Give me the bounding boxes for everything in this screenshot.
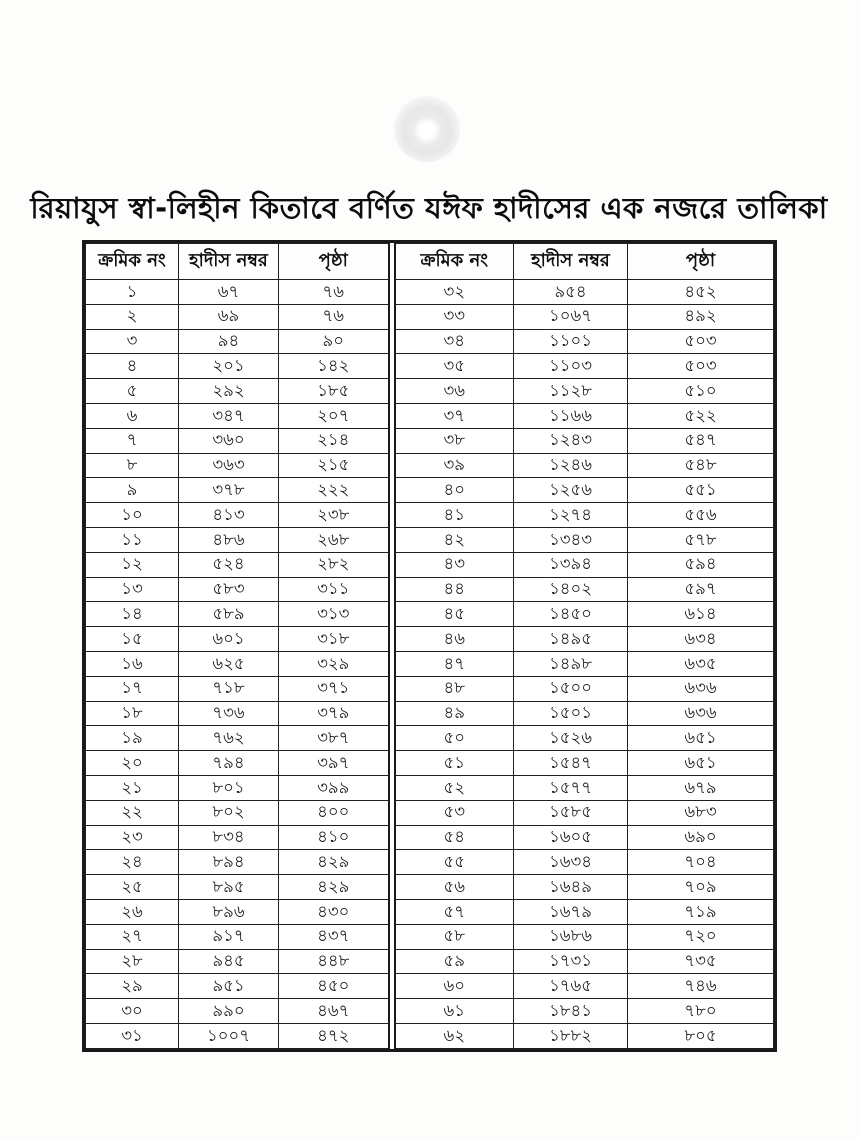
cell-hadith-number: ৯৯০ <box>179 999 279 1024</box>
table-row <box>86 453 389 478</box>
cell-serial: ২৯ <box>86 974 179 999</box>
table-row <box>395 354 774 379</box>
cell-hadith-number: ৮০২ <box>179 800 279 825</box>
cell-page: ৬৫১ <box>628 751 774 776</box>
table-row <box>395 280 774 305</box>
cell-page: ৭৬ <box>279 304 389 329</box>
table-row <box>395 949 774 974</box>
table-row <box>86 701 389 726</box>
cell-serial: ৩৫ <box>395 354 514 379</box>
cell-hadith-number: ৮৯৬ <box>179 899 279 924</box>
cell-page: ৪৬৭ <box>279 999 389 1024</box>
cell-serial: ১১ <box>86 527 179 552</box>
table-row <box>395 751 774 776</box>
cell-hadith-number: ৯৪ <box>179 329 279 354</box>
table-row <box>395 329 774 354</box>
table-row <box>86 775 389 800</box>
cell-serial: ১ <box>86 280 179 305</box>
table-row <box>86 503 389 528</box>
cell-page: ৫২২ <box>628 403 774 428</box>
cell-serial: ৪৬ <box>395 627 514 652</box>
table-row <box>395 552 774 577</box>
table-row <box>86 825 389 850</box>
cell-page: ৬৫১ <box>628 726 774 751</box>
cell-hadith-number: ৩৬৩ <box>179 453 279 478</box>
cell-serial: ২৭ <box>86 924 179 949</box>
cell-hadith-number: ১৪৯৫ <box>514 627 628 652</box>
cell-serial: ১৪ <box>86 602 179 627</box>
table-row <box>86 999 389 1024</box>
cell-hadith-number: ১৭৩১ <box>514 949 628 974</box>
cell-serial: ২৫ <box>86 875 179 900</box>
table-row <box>86 651 389 676</box>
cell-hadith-number: ১৩৯৪ <box>514 552 628 577</box>
cell-hadith-number: ১৪৫০ <box>514 602 628 627</box>
cell-serial: ২১ <box>86 775 179 800</box>
cell-serial: ৫৯ <box>395 949 514 974</box>
cell-serial: ৮ <box>86 453 179 478</box>
cell-page: ৫১০ <box>628 379 774 404</box>
cell-page: ৭০৪ <box>628 850 774 875</box>
cell-serial: ৬২ <box>395 1023 514 1048</box>
cell-page: ৪১০ <box>279 825 389 850</box>
cell-hadith-number: ৯৫১ <box>179 974 279 999</box>
cell-page: ১৮৫ <box>279 379 389 404</box>
cell-serial: ২৪ <box>86 850 179 875</box>
cell-serial: ৩৭ <box>395 403 514 428</box>
table-row <box>395 999 774 1024</box>
column-header-page: পৃষ্ঠা <box>628 244 774 280</box>
table-row <box>395 403 774 428</box>
cell-serial: ১৩ <box>86 577 179 602</box>
table-row <box>86 800 389 825</box>
table-row <box>86 428 389 453</box>
cell-hadith-number: ৮৯৪ <box>179 850 279 875</box>
cell-page: ২০৭ <box>279 403 389 428</box>
cell-serial: ৪৫ <box>395 602 514 627</box>
cell-hadith-number: ১৭৬৫ <box>514 974 628 999</box>
cell-serial: ৩৬ <box>395 379 514 404</box>
cell-page: ৭৬ <box>279 280 389 305</box>
cell-page: ৪৫০ <box>279 974 389 999</box>
cell-serial: ৪০ <box>395 478 514 503</box>
table-row <box>395 850 774 875</box>
cell-hadith-number: ৬৯ <box>179 304 279 329</box>
cell-hadith-number: ৬০১ <box>179 627 279 652</box>
cell-serial: ২৩ <box>86 825 179 850</box>
cell-hadith-number: ১৫০১ <box>514 701 628 726</box>
table-row <box>395 924 774 949</box>
cell-hadith-number: ৭১৮ <box>179 676 279 701</box>
cell-hadith-number: ১৮৪১ <box>514 999 628 1024</box>
cell-page: ৩৭৯ <box>279 701 389 726</box>
table-row <box>395 726 774 751</box>
cell-hadith-number: ১৬৭৯ <box>514 899 628 924</box>
cell-serial: ৬১ <box>395 999 514 1024</box>
cell-page: ২৩৮ <box>279 503 389 528</box>
cell-page: ৩২৯ <box>279 651 389 676</box>
cell-page: ৭০৯ <box>628 875 774 900</box>
cell-hadith-number: ৭৬২ <box>179 726 279 751</box>
punch-hole-watermark-icon <box>394 96 460 162</box>
cell-serial: ৪৩ <box>395 552 514 577</box>
cell-page: ৪০০ <box>279 800 389 825</box>
cell-hadith-number: ১৫৮৫ <box>514 800 628 825</box>
cell-hadith-number: ৩৪৭ <box>179 403 279 428</box>
cell-hadith-number: ১৪৯৮ <box>514 651 628 676</box>
cell-serial: ৬০ <box>395 974 514 999</box>
table-row <box>86 949 389 974</box>
table-row <box>86 676 389 701</box>
cell-page: ৫৫১ <box>628 478 774 503</box>
table-row <box>86 627 389 652</box>
table-row <box>395 875 774 900</box>
cell-hadith-number: ১১০১ <box>514 329 628 354</box>
column-header-serial: ক্রমিক নং <box>395 244 514 280</box>
cell-hadith-number: ৭৯৪ <box>179 751 279 776</box>
cell-serial: ৫৩ <box>395 800 514 825</box>
cell-page: ৫৯৪ <box>628 552 774 577</box>
cell-hadith-number: ১১২৮ <box>514 379 628 404</box>
cell-hadith-number: ৪৮৬ <box>179 527 279 552</box>
cell-serial: ২০ <box>86 751 179 776</box>
cell-hadith-number: ১১৬৬ <box>514 403 628 428</box>
cell-serial: ২৬ <box>86 899 179 924</box>
header-row <box>86 244 389 280</box>
cell-hadith-number: ১৫০০ <box>514 676 628 701</box>
cell-serial: ৩৪ <box>395 329 514 354</box>
cell-page: ৫৫৬ <box>628 503 774 528</box>
table-row <box>395 602 774 627</box>
table-row <box>395 701 774 726</box>
cell-page: ৮০৫ <box>628 1023 774 1048</box>
table-row <box>86 850 389 875</box>
cell-hadith-number: ১৪০২ <box>514 577 628 602</box>
hadith-table-left <box>85 243 390 1049</box>
cell-serial: ৩ <box>86 329 179 354</box>
table-row <box>86 1023 389 1048</box>
hadith-list-table-container <box>82 240 777 1052</box>
cell-serial: ৫০ <box>395 726 514 751</box>
cell-page: ৬৩৪ <box>628 627 774 652</box>
cell-page: ৪৭২ <box>279 1023 389 1048</box>
table-row <box>395 428 774 453</box>
cell-page: ৩১৮ <box>279 627 389 652</box>
table-row <box>86 379 389 404</box>
cell-serial: ৫৬ <box>395 875 514 900</box>
cell-hadith-number: ৮০১ <box>179 775 279 800</box>
cell-hadith-number: ১৬৪৯ <box>514 875 628 900</box>
cell-serial: ৪৭ <box>395 651 514 676</box>
cell-page: ৪২৯ <box>279 875 389 900</box>
column-header-hadith-number: হাদীস নম্বর <box>514 244 628 280</box>
cell-hadith-number: ৩৭৮ <box>179 478 279 503</box>
cell-serial: ৭ <box>86 428 179 453</box>
cell-hadith-number: ৫২৪ <box>179 552 279 577</box>
cell-hadith-number: ১০০৭ <box>179 1023 279 1048</box>
cell-page: ৬১৪ <box>628 602 774 627</box>
cell-hadith-number: ৫৮৯ <box>179 602 279 627</box>
table-row <box>86 974 389 999</box>
cell-serial: ৪২ <box>395 527 514 552</box>
cell-hadith-number: ২৯২ <box>179 379 279 404</box>
cell-page: ৪৩০ <box>279 899 389 924</box>
cell-serial: ১৫ <box>86 627 179 652</box>
table-row <box>395 651 774 676</box>
cell-hadith-number: ১৬০৫ <box>514 825 628 850</box>
cell-hadith-number: ৬৭ <box>179 280 279 305</box>
cell-page: ৩৭১ <box>279 676 389 701</box>
cell-page: ৭৪৬ <box>628 974 774 999</box>
cell-page: ৩১১ <box>279 577 389 602</box>
cell-page: ৪৪৮ <box>279 949 389 974</box>
table-row <box>86 726 389 751</box>
cell-serial: ৪৪ <box>395 577 514 602</box>
table-row <box>86 304 389 329</box>
cell-page: ২৮২ <box>279 552 389 577</box>
cell-page: ৬৩৬ <box>628 701 774 726</box>
cell-serial: ৫৪ <box>395 825 514 850</box>
table-row <box>86 602 389 627</box>
cell-serial: ৪৯ <box>395 701 514 726</box>
column-header-page: পৃষ্ঠা <box>279 244 389 280</box>
cell-serial: ১০ <box>86 503 179 528</box>
cell-serial: ২২ <box>86 800 179 825</box>
cell-hadith-number: ১২৪৬ <box>514 453 628 478</box>
cell-hadith-number: ৯১৭ <box>179 924 279 949</box>
table-row <box>395 379 774 404</box>
table-row <box>86 478 389 503</box>
hadith-table-right <box>394 243 775 1049</box>
cell-page: ৭৩৫ <box>628 949 774 974</box>
cell-serial: ৩০ <box>86 999 179 1024</box>
cell-hadith-number: ৮৯৫ <box>179 875 279 900</box>
table-row <box>395 627 774 652</box>
cell-serial: ৩১ <box>86 1023 179 1048</box>
cell-page: ৭১৯ <box>628 899 774 924</box>
cell-page: ৪২৯ <box>279 850 389 875</box>
cell-serial: ৫৭ <box>395 899 514 924</box>
cell-hadith-number: ৫৮৩ <box>179 577 279 602</box>
table-row <box>86 527 389 552</box>
column-header-serial: ক্রমিক নং <box>86 244 179 280</box>
cell-serial: ৩২ <box>395 280 514 305</box>
cell-page: ৫৭৮ <box>628 527 774 552</box>
table-row <box>395 304 774 329</box>
cell-page: ৩১৩ <box>279 602 389 627</box>
cell-serial: ১২ <box>86 552 179 577</box>
cell-hadith-number: ১৬৩৪ <box>514 850 628 875</box>
cell-hadith-number: ১৫৪৭ <box>514 751 628 776</box>
cell-page: ৪৯২ <box>628 304 774 329</box>
table-row <box>395 1023 774 1048</box>
cell-serial: ৫৫ <box>395 850 514 875</box>
cell-hadith-number: ১৫২৬ <box>514 726 628 751</box>
table-row <box>86 329 389 354</box>
cell-page: ২১৫ <box>279 453 389 478</box>
cell-hadith-number: ১৬৮৬ <box>514 924 628 949</box>
cell-hadith-number: ৮৩৪ <box>179 825 279 850</box>
cell-serial: ৩৩ <box>395 304 514 329</box>
cell-page: ৫৪৮ <box>628 453 774 478</box>
table-row <box>86 875 389 900</box>
cell-page: ৪৫২ <box>628 280 774 305</box>
table-row <box>395 577 774 602</box>
table-row <box>86 403 389 428</box>
cell-serial: ৩৯ <box>395 453 514 478</box>
cell-serial: ১৮ <box>86 701 179 726</box>
cell-hadith-number: ১৫৭৭ <box>514 775 628 800</box>
cell-hadith-number: ৬২৫ <box>179 651 279 676</box>
cell-page: ৬৭৯ <box>628 775 774 800</box>
cell-serial: ৪১ <box>395 503 514 528</box>
cell-page: ২২২ <box>279 478 389 503</box>
cell-hadith-number: ২০১ <box>179 354 279 379</box>
page-title: রিয়াযুস স্বা-লিহীন কিতাবে বর্ণিত যঈফ হাদীসের এক নজরে তালিকা <box>30 191 828 226</box>
cell-page: ৫৪৭ <box>628 428 774 453</box>
table-row <box>86 280 389 305</box>
table-row <box>395 527 774 552</box>
cell-page: ৭৮০ <box>628 999 774 1024</box>
cell-page: ৬৩৬ <box>628 676 774 701</box>
table-row <box>86 924 389 949</box>
table-row <box>86 354 389 379</box>
cell-hadith-number: ১২৫৬ <box>514 478 628 503</box>
cell-serial: ১৯ <box>86 726 179 751</box>
cell-hadith-number: ৪১৩ <box>179 503 279 528</box>
cell-page: ৬৩৫ <box>628 651 774 676</box>
table-row <box>86 577 389 602</box>
cell-page: ৩৯৭ <box>279 751 389 776</box>
cell-hadith-number: ১৮৮২ <box>514 1023 628 1048</box>
cell-serial: ৫ <box>86 379 179 404</box>
table-row <box>395 974 774 999</box>
cell-hadith-number: ১০৬৭ <box>514 304 628 329</box>
table-row <box>395 453 774 478</box>
table-row <box>395 899 774 924</box>
cell-hadith-number: ১৩৪৩ <box>514 527 628 552</box>
cell-page: ৫০৩ <box>628 354 774 379</box>
cell-serial: ৫৮ <box>395 924 514 949</box>
table-row <box>395 676 774 701</box>
table-row <box>395 478 774 503</box>
table-row <box>86 751 389 776</box>
cell-page: ২৬৮ <box>279 527 389 552</box>
header-row <box>395 244 774 280</box>
cell-serial: ২ <box>86 304 179 329</box>
table-row <box>395 503 774 528</box>
column-header-hadith-number: হাদীস নম্বর <box>179 244 279 280</box>
cell-serial: ৪ <box>86 354 179 379</box>
cell-serial: ১৭ <box>86 676 179 701</box>
cell-page: ৬৯০ <box>628 825 774 850</box>
cell-hadith-number: ৯৪৫ <box>179 949 279 974</box>
table-row <box>395 825 774 850</box>
cell-serial: ৬ <box>86 403 179 428</box>
cell-page: ১৪২ <box>279 354 389 379</box>
cell-page: ৪৩৭ <box>279 924 389 949</box>
cell-serial: ২৮ <box>86 949 179 974</box>
cell-page: ৩৯৯ <box>279 775 389 800</box>
cell-page: ২১৪ <box>279 428 389 453</box>
cell-serial: ৪৮ <box>395 676 514 701</box>
cell-page: ৯০ <box>279 329 389 354</box>
cell-hadith-number: ১১০৩ <box>514 354 628 379</box>
cell-page: ৫৯৭ <box>628 577 774 602</box>
cell-serial: ৫২ <box>395 775 514 800</box>
cell-hadith-number: ১২৪৩ <box>514 428 628 453</box>
table-row <box>395 775 774 800</box>
cell-page: ৩৮৭ <box>279 726 389 751</box>
cell-hadith-number: ৯৫৪ <box>514 280 628 305</box>
cell-serial: ১৬ <box>86 651 179 676</box>
cell-page: ৫০৩ <box>628 329 774 354</box>
cell-serial: ৩৮ <box>395 428 514 453</box>
cell-hadith-number: ১২৭৪ <box>514 503 628 528</box>
cell-page: ৭২০ <box>628 924 774 949</box>
table-row <box>86 899 389 924</box>
table-row <box>395 800 774 825</box>
cell-page: ৬৮৩ <box>628 800 774 825</box>
cell-serial: ৯ <box>86 478 179 503</box>
table-row <box>86 552 389 577</box>
cell-hadith-number: ৩৬০ <box>179 428 279 453</box>
cell-serial: ৫১ <box>395 751 514 776</box>
cell-hadith-number: ৭৩৬ <box>179 701 279 726</box>
